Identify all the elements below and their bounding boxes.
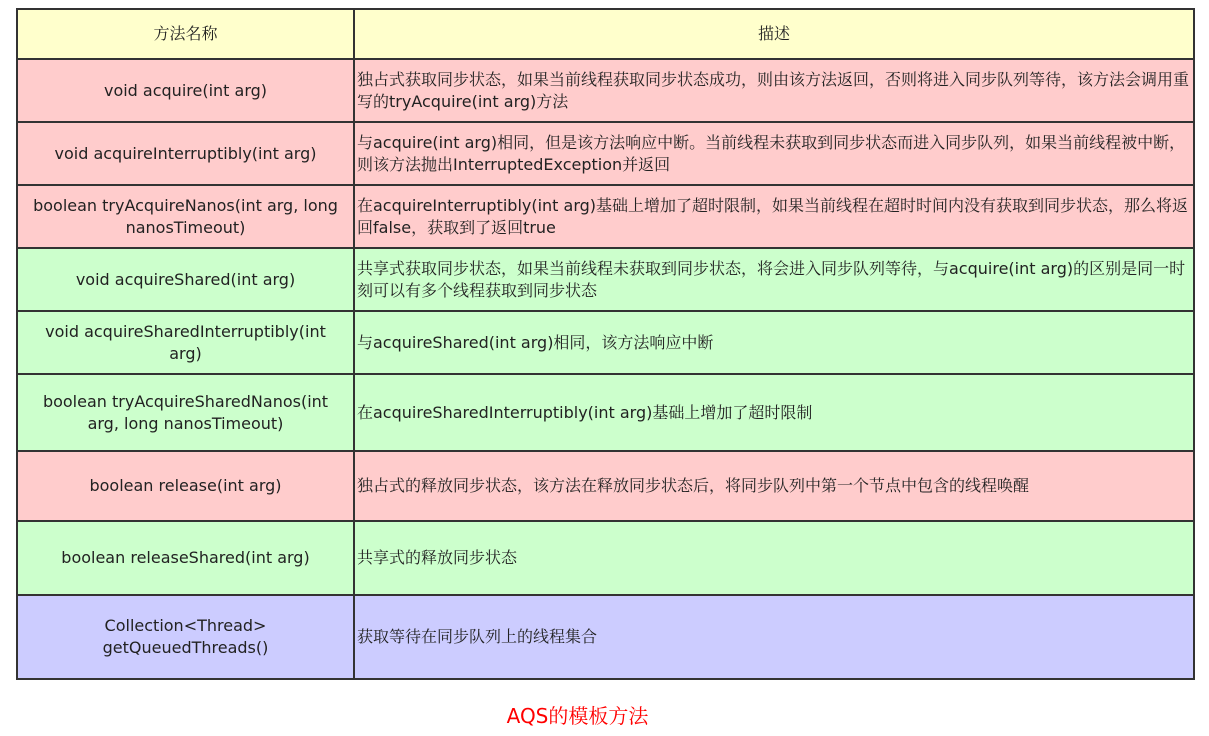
method-name-cell: void acquireShared(int arg) [17,248,354,311]
table-row [17,59,1194,122]
header-description: 描述 [354,9,1194,59]
method-name-cell: void acquire(int arg) [17,59,354,122]
aqs-template-methods-table [16,8,1195,680]
description-cell: 在acquireSharedInterruptibly(int arg)基础上增加了超时限制 [354,374,1194,451]
header-method-name: 方法名称 [17,9,354,59]
table-row [17,374,1194,451]
method-name-cell: void acquireSharedInterruptibly(int arg) [17,311,354,374]
description-cell: 与acquireShared(int arg)相同，该方法响应中断 [354,311,1194,374]
description-cell: 在acquireInterruptibly(int arg)基础上增加了超时限制，如果当前线程在超时时间内没有获取到同步状态，那么将返回false，获取到了返回true [354,185,1194,248]
method-name-cell: boolean tryAcquireNanos(int arg, long nanosTimeout) [17,185,354,248]
method-name-cell: Collection<Thread> getQueuedThreads() [17,595,354,679]
method-name-cell: boolean release(int arg) [17,451,354,521]
description-cell: 独占式的释放同步状态，该方法在释放同步状态后，将同步队列中第一个节点中包含的线程唤醒 [354,451,1194,521]
table-row [17,595,1194,679]
table-header-row [17,9,1194,59]
table-row [17,122,1194,185]
table-row [17,451,1194,521]
table-row [17,521,1194,595]
methods-table-container [16,8,1193,680]
table-row [17,185,1194,248]
description-cell: 获取等待在同步队列上的线程集合 [354,595,1194,679]
method-name-cell: void acquireInterruptibly(int arg) [17,122,354,185]
table-row [17,311,1194,374]
description-cell: 与acquire(int arg)相同，但是该方法响应中断。当前线程未获取到同步状态而进入同步队列，如果当前线程被中断，则该方法抛出InterruptedException并返回 [354,122,1194,185]
table-caption: AQS的模板方法 [506,704,649,728]
description-cell: 共享式获取同步状态，如果当前线程未获取到同步状态，将会进入同步队列等待，与acquire(int arg)的区别是同一时刻可以有多个线程获取到同步状态 [354,248,1194,311]
table-row [17,248,1194,311]
method-name-cell: boolean tryAcquireSharedNanos(int arg, long nanosTimeout) [17,374,354,451]
method-name-cell: boolean releaseShared(int arg) [17,521,354,595]
description-cell: 独占式获取同步状态，如果当前线程获取同步状态成功，则由该方法返回，否则将进入同步队列等待，该方法会调用重写的tryAcquire(int arg)方法 [354,59,1194,122]
description-cell: 共享式的释放同步状态 [354,521,1194,595]
